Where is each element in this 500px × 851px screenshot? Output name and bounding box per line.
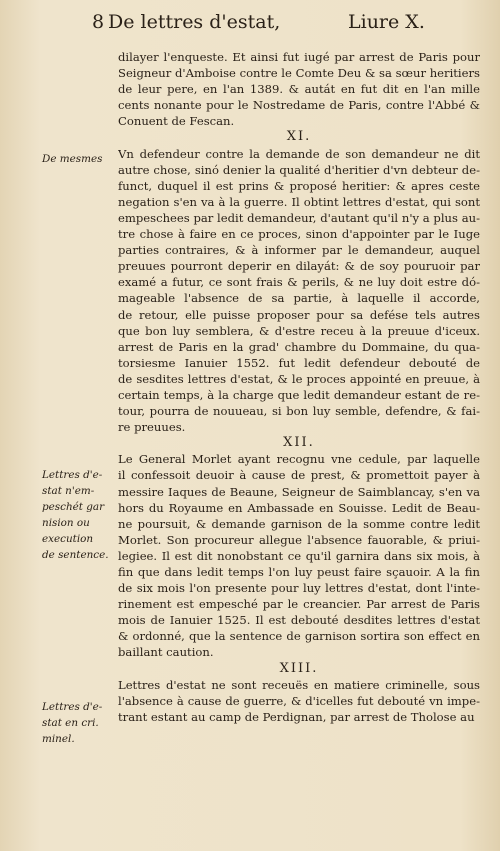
text-line: Vn defendeur contre la demande de son demandeur ne dit — [118, 146, 480, 161]
text-line: parties contraires, & à informer par le demandeur, auquel — [118, 243, 480, 258]
running-title: De lettres d'estat, — [108, 11, 281, 33]
section-heading: XIII. — [279, 660, 319, 676]
text-line: rinement est empesché par le creancier. Par arrest de Paris — [118, 597, 480, 612]
book-label: Liure X. — [348, 11, 425, 33]
text-line: de leur pere, en l'an 1389. & autát en fut dit en l'an mille — [118, 82, 480, 97]
text-line: examé a futur, ce sont frais & perils, & ne luy doit estre dó- — [118, 275, 480, 290]
text-line: de sesdites lettres d'estat, & le proces appointé en preuue, à — [118, 371, 480, 386]
margin-note-line: nision ou — [42, 517, 90, 530]
section-heading: XI. — [286, 129, 312, 145]
margin-note-garnison — [42, 467, 110, 564]
margin-note-line: minel. — [42, 733, 75, 746]
text-line: autre chose, sinó denier la qualité d'heritier d'vn debteur de- — [118, 162, 480, 177]
section-heading: XII. — [283, 435, 315, 451]
text-line: Lettres d'estat ne sont receuës en matiere criminelle, sous — [118, 677, 480, 692]
text-line: mois de Ianuier 1525. Il est debouté desdites lettres d'estat — [118, 613, 480, 628]
text-line: mageable l'absence de sa partie, à laquelle il accorde, — [118, 291, 480, 306]
paragraph — [118, 146, 480, 436]
text-line: Le General Morlet ayant recognu vne cedule, par laquelle — [118, 452, 480, 467]
text-body — [118, 49, 480, 725]
text-line: funct, duquel il est prins & proposé heritier: & apres ceste — [118, 178, 480, 193]
text-line: dilayer l'enqueste. Et ainsi fut iugé par arrest de Paris pour — [118, 50, 480, 64]
text-line: trant estant au camp de Perdignan, par arrest de Tholose au — [118, 709, 475, 724]
text-line: fin que dans ledit temps l'on luy peust faire sçauoir. A la fin — [118, 565, 480, 579]
text-line: certain temps, à la charge que ledit demandeur estant de re- — [118, 387, 480, 402]
text-line: preuues pourront deperir en dilayát: & de soy pouruoir par — [118, 259, 480, 274]
margin-note-criminel — [42, 699, 110, 747]
text-line: tre chose à faire en ce proces, sinon d'appointer par le Iuge — [118, 227, 480, 242]
text-line: messire Iaques de Beaune, Seigneur de Saimblancay, s'en va — [118, 484, 480, 499]
text-line: il confessoit deuoir à cause de prest, & promettoit payer à — [118, 468, 480, 483]
text-line: Seigneur d'Amboise contre le Comte Deu & sa sœur heritiers — [118, 66, 480, 81]
text-line: baillant caution. — [118, 645, 214, 660]
text-line: arrest de Paris en la grad' chambre du Dommaine, du qua- — [118, 339, 480, 354]
text-line: empeschees par ledit demandeur, d'autant qu'il n'y a plus au- — [118, 210, 480, 225]
text-line: Morlet. Son procureur allegue l'absence fauorable, & priui- — [118, 532, 480, 547]
margin-note-line: Lettres d'e- — [42, 701, 103, 713]
margin-note-line: Lettres d'e- — [42, 469, 103, 481]
running-header — [92, 10, 472, 34]
paragraph — [118, 451, 480, 660]
text-line: re preuues. — [118, 420, 186, 435]
margin-note-line: stat n'em- — [42, 485, 95, 498]
paragraph — [118, 49, 480, 129]
text-line: hors du Royaume en Ambassade en Souisse. Ledit de Beau- — [118, 500, 480, 515]
margin-note-line: peschét gar — [42, 501, 105, 514]
margin-note-line: execution — [42, 533, 94, 546]
text-line: que bon luy semblera, & d'estre receu à la preuue d'iceux. — [118, 323, 480, 338]
text-line: de retour, elle puisse proposer pour sa defése tels autres — [118, 307, 480, 322]
page-number: 8 — [92, 11, 105, 33]
text-line: torsiesme Ianuier 1552. fut ledit defendeur debouté de — [118, 355, 480, 370]
text-line: l'absence à cause de guerre, & d'icelles fut debouté vn impe- — [118, 693, 480, 708]
margin-note-line: stat en cri. — [42, 717, 99, 730]
paragraph — [118, 677, 480, 725]
text-line: negation s'en va à la guerre. Il obtint lettres d'estat, qui sont — [118, 194, 480, 209]
text-line: tour, pourra de nouueau, si bon luy semble, defendre, & fai- — [118, 404, 480, 419]
margin-note-de-mesmes — [42, 151, 110, 167]
text-line: & ordonné, que la sentence de garnison sortira son effect en — [118, 629, 480, 644]
text-line: ne poursuit, & demande garnison de la somme contre ledit — [118, 516, 480, 531]
text-line: legiee. Il est dit nonobstant ce qu'il garnira dans six mois, à — [118, 548, 480, 563]
text-line: de six mois l'on presente pour luy lettres d'estat, dont l'inte- — [118, 581, 480, 596]
text-line: Conuent de Fescan. — [118, 114, 235, 129]
margin-note-line: De mesmes — [42, 153, 103, 165]
margin-note-line: de sentence. — [42, 549, 109, 562]
text-line: cents nonante pour le Nostredame de Paris, contre l'Abbé & — [118, 98, 480, 113]
